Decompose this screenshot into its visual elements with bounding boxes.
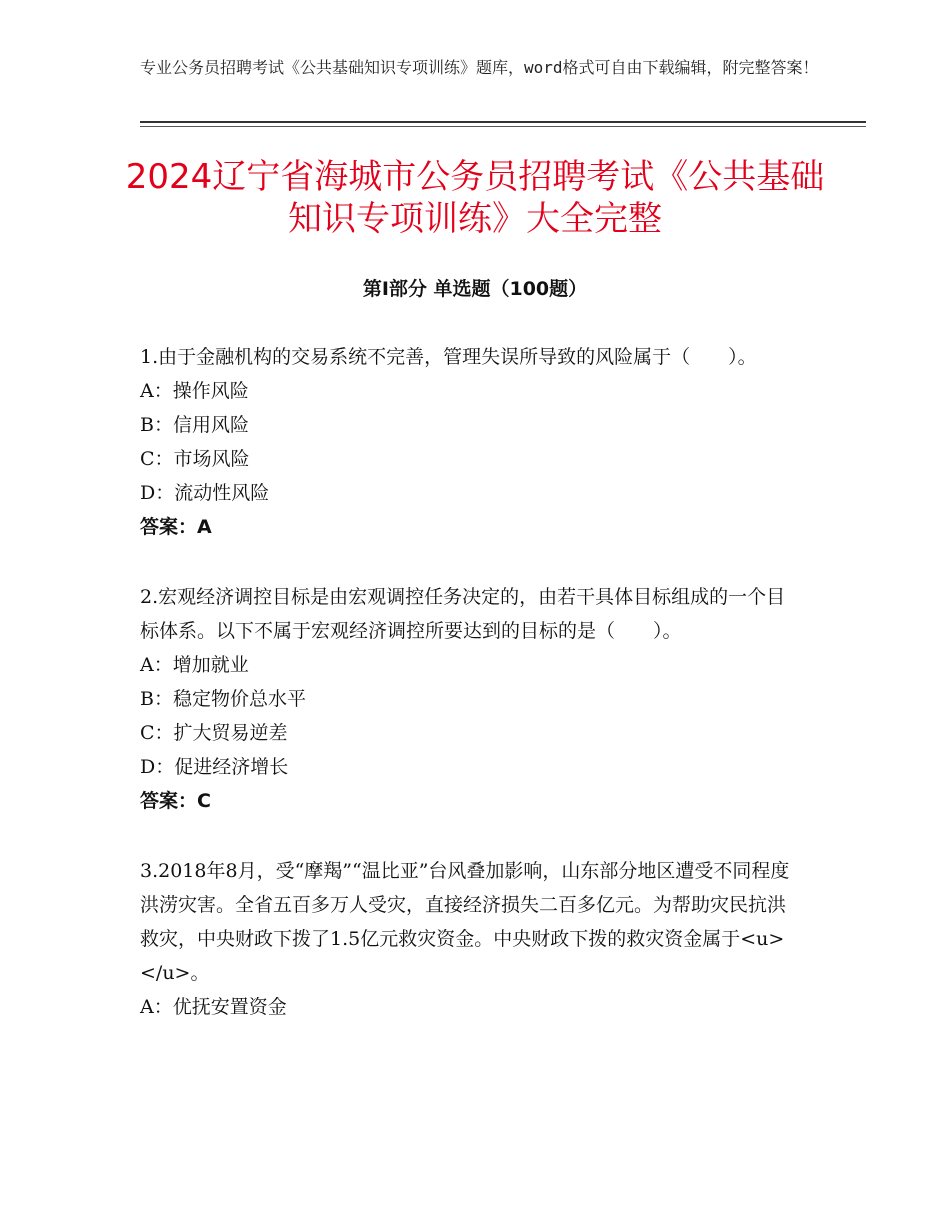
question-1 xyxy=(140,340,800,544)
header-divider-thick xyxy=(140,121,866,123)
option-b xyxy=(140,682,800,716)
option-text: 流动性风险 xyxy=(174,482,270,504)
answer-line xyxy=(140,510,800,544)
option-letter: D： xyxy=(140,482,175,504)
option-text: 优抚安置资金 xyxy=(172,996,287,1018)
option-d xyxy=(140,750,800,784)
question-stem: 1.由于金融机构的交易系统不完善，管理失误所导致的风险属于（ ）。 xyxy=(140,346,757,368)
answer-label: 答案： xyxy=(140,516,198,538)
option-letter: C： xyxy=(140,722,174,744)
answer-label: 答案： xyxy=(140,790,198,812)
option-a xyxy=(140,990,800,1024)
option-letter: A： xyxy=(140,654,173,676)
option-letter: A： xyxy=(140,996,173,1018)
option-text: 扩大贸易逆差 xyxy=(173,722,288,744)
header-note: 专业公务员招聘考试《公共基础知识专项训练》题库，word格式可自由下载编辑，附完整答案！ xyxy=(140,58,819,77)
answer-value: C xyxy=(197,790,211,812)
section-title: 第Ⅰ部分 单选题（100题） xyxy=(362,278,588,300)
option-c xyxy=(140,442,800,476)
option-text: 促进经济增长 xyxy=(174,756,289,778)
answer-value: A xyxy=(197,516,212,538)
option-letter: B： xyxy=(140,688,173,710)
question-2 xyxy=(140,580,800,818)
option-d xyxy=(140,476,800,510)
document-title: 2024辽宁省海城市公务员招聘考试《公共基础知识专项训练》大全完整 xyxy=(125,157,825,239)
option-a xyxy=(140,648,800,682)
option-letter: C： xyxy=(140,448,174,470)
question-stem: 2.宏观经济调控目标是由宏观调控任务决定的，由若干具体目标组成的一个目标体系。以下不属于宏观经济调控所要达到的目标的是（ ）。 xyxy=(140,586,786,642)
option-text: 信用风险 xyxy=(172,414,249,436)
header-divider-thin xyxy=(140,126,866,127)
option-letter: B： xyxy=(140,414,173,436)
question-list xyxy=(140,340,842,1060)
question-3 xyxy=(140,854,842,1024)
question-stem: 3.2018年8月，受“摩羯”“温比亚”台风叠加影响，山东部分地区遭受不同程度洪涝灾害。全省五百多万人受灾，直接经济损失二百多亿元。为帮助灾民抗洪救灾，中央财政下拨了1.5亿元救灾资金。中央财政下拨的救灾资金属于<u> </u>。 xyxy=(140,860,842,984)
option-text: 市场风险 xyxy=(173,448,250,470)
option-text: 增加就业 xyxy=(172,654,249,676)
option-text: 操作风险 xyxy=(172,380,249,402)
option-text: 稳定物价总水平 xyxy=(172,688,306,710)
answer-line xyxy=(140,784,800,818)
option-letter: D： xyxy=(140,756,175,778)
option-c xyxy=(140,716,800,750)
option-letter: A： xyxy=(140,380,173,402)
option-b xyxy=(140,408,800,442)
option-a xyxy=(140,374,800,408)
